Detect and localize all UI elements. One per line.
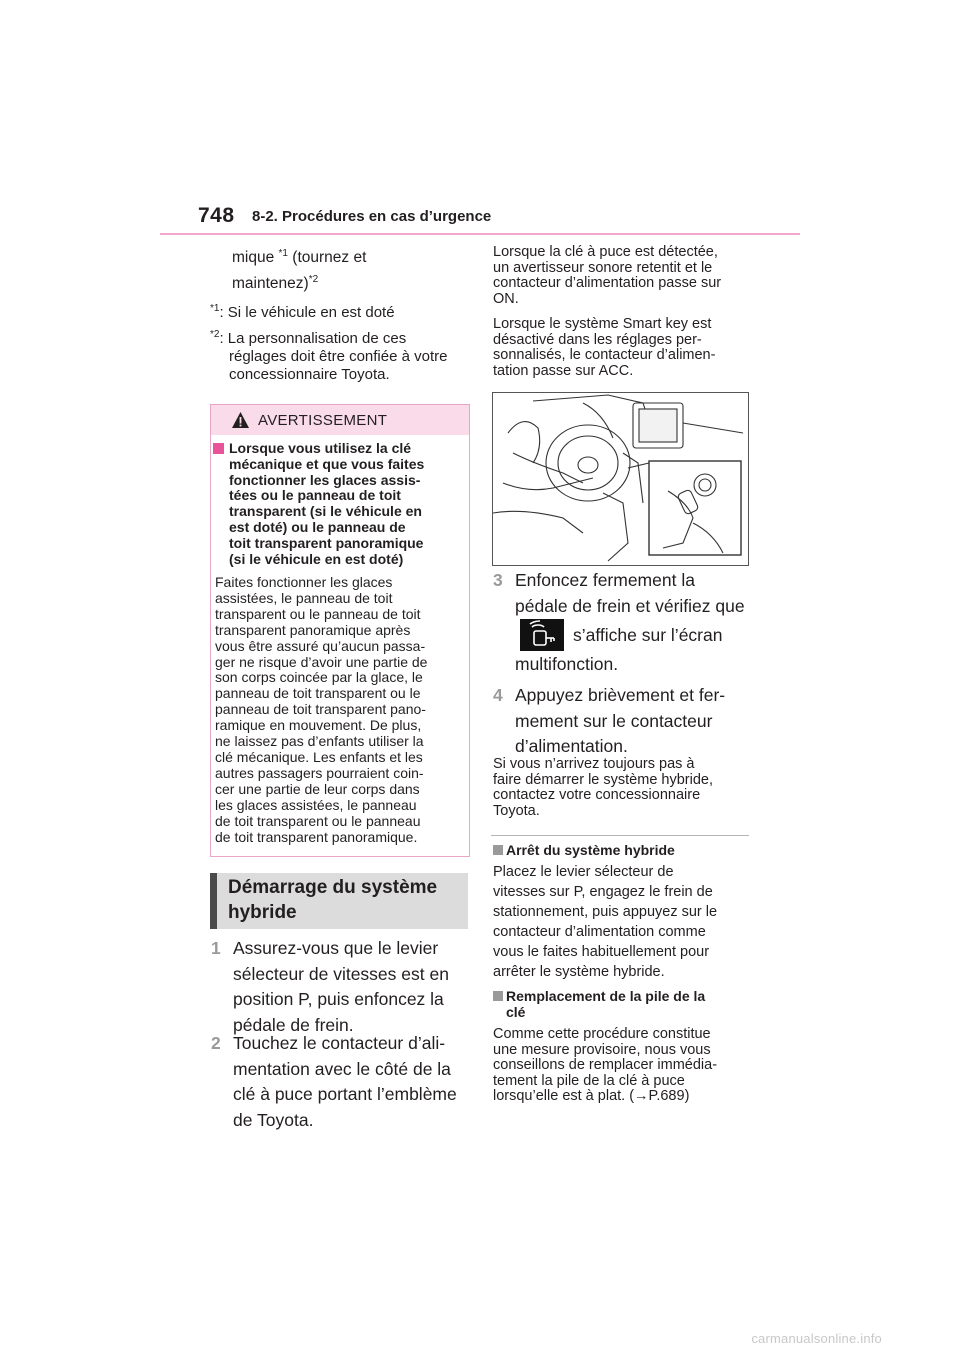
- warning-header: [211, 405, 469, 435]
- heading-line1: Démarrage du système: [228, 877, 438, 898]
- para-line: Lorsque la clé à puce est détectée,: [493, 244, 718, 260]
- footnote-2: [210, 330, 447, 384]
- warning-box: [210, 404, 470, 857]
- key-indicator-icon: [520, 619, 564, 651]
- fn1-text: : Si le véhicule en est doté: [219, 304, 395, 321]
- para-line: Lorsque le système Smart key est: [493, 316, 712, 332]
- para-line: Toyota.: [493, 802, 540, 819]
- para-line: Comme cette procédure constitue: [493, 1026, 711, 1042]
- para-line: stationnement, puis appuyez sur le: [493, 904, 718, 920]
- step-number: 2: [211, 1033, 221, 1053]
- cont-line1: mique: [232, 249, 279, 266]
- footnote-1: [210, 304, 395, 322]
- warn-sub-line: fonctionner les glaces assis-: [229, 471, 421, 488]
- warn-sub-line: tées ou le panneau de toit: [229, 487, 401, 504]
- para-line: désactivé dans les réglages per-: [493, 331, 702, 348]
- step-line: Assurez-vous que le levier: [233, 938, 439, 958]
- warn-body-line: autres passagers pourraient coin-: [215, 764, 424, 781]
- subheading-text: Arrêt du système hybride: [506, 842, 675, 858]
- warn-body-line: cer une partie de leur corps dans: [215, 780, 420, 797]
- page-number: 748: [198, 204, 235, 227]
- para-line: vitesses sur P, engagez le frein de: [493, 884, 713, 900]
- warn-sub-line: Lorsque vous utilisez la clé: [229, 440, 412, 456]
- section-title: 8-2. Procédures en cas d’urgence: [252, 208, 492, 225]
- header-rule: [160, 233, 800, 235]
- para-line: tation passe sur ACC.: [493, 362, 634, 379]
- warn-body-line: panneau de toit transparent pano-: [215, 701, 426, 718]
- paragraph-contact: [493, 757, 758, 819]
- subheading-battery: [493, 989, 705, 1020]
- step-line: pédale de frein.: [233, 1014, 354, 1035]
- step-line: Appuyez brièvement et fer-: [515, 685, 726, 705]
- section-heading-box: [210, 873, 468, 929]
- warn-body-line: assistées, le panneau de toit: [215, 589, 393, 606]
- warn-sub-line: transparent (si le véhicule en: [229, 503, 422, 520]
- subheading-stop-hybrid: [493, 843, 675, 859]
- step-line: clé à puce portant l’emblème: [233, 1084, 457, 1105]
- fn2-line2: réglages doit être confiée à votre: [229, 348, 448, 365]
- square-bullet-icon: [493, 991, 503, 1001]
- warn-body-line: vous être assuré qu’aucun passa-: [215, 637, 426, 654]
- step-4: [493, 683, 755, 761]
- step-number: 3: [493, 570, 503, 590]
- para-line: faire démarrer le système hybride,: [493, 771, 713, 788]
- step-line: Touchez le contacteur d’ali-: [233, 1033, 446, 1053]
- fn2-line3: concessionnaire Toyota.: [229, 366, 390, 383]
- para-line: ON.: [493, 290, 519, 307]
- driver-illustration: [493, 393, 748, 565]
- warn-sub-line: mécanique et que vous faites: [229, 455, 425, 472]
- para-line: vous le faites habituellement pour: [493, 944, 710, 960]
- paragraph-stop-hybrid: [493, 862, 717, 982]
- warning-subheading: [213, 441, 463, 567]
- step-2: [211, 1031, 471, 1135]
- step-line: pédale de frein et vérifiez que: [515, 595, 745, 616]
- para-line: contacteur d’alimentation passe sur: [493, 275, 722, 291]
- step-line: mement sur le contacteur: [515, 710, 713, 731]
- warn-sub-line: toit transparent panoramique: [229, 534, 424, 551]
- step-1: [211, 936, 471, 1040]
- para-line: contactez votre concessionnaire: [493, 787, 701, 803]
- para-line: conseillons de remplacer immédia-: [493, 1057, 718, 1073]
- step-line: sélecteur de vitesses est en: [233, 963, 449, 984]
- warn-body-line: les glaces assistées, le panneau: [215, 796, 417, 813]
- step-line: d’alimentation.: [515, 736, 628, 757]
- warn-sub-line: est doté) ou le panneau de: [229, 518, 406, 535]
- warn-body-line: clé mécanique. Les enfants et les: [215, 748, 423, 765]
- step-number: 4: [493, 685, 503, 705]
- warn-body-line: panneau de toit transparent ou le: [215, 685, 421, 702]
- fn2-line1: : La personnalisation de ces: [219, 330, 407, 347]
- warn-body-line: son corps coincée par la glace, le: [215, 669, 423, 686]
- step-line: Enfoncez fermement la: [515, 570, 695, 590]
- para-line: un avertisseur sonore retentit et le: [493, 259, 713, 276]
- para-line: une mesure provisoire, nous vous: [493, 1041, 711, 1058]
- warn-body-line: ger ne risque d’avoir une partie de: [215, 653, 428, 670]
- warn-sub-line: (si le véhicule en est doté): [229, 550, 404, 567]
- para-line: sonnalisés, le contacteur d’alimen-: [493, 347, 716, 363]
- warning-body: [215, 575, 465, 845]
- warn-body-line: Faites fonctionner les glaces: [215, 574, 393, 590]
- warn-body-line: ramique en mouvement. De plus,: [215, 717, 422, 734]
- para-line: tement la pile de la clé à puce: [493, 1072, 685, 1089]
- warn-body-line: ne laissez pas d’enfants utiliser la: [215, 733, 424, 750]
- square-bullet-icon: [493, 845, 503, 855]
- warning-title: AVERTISSEMENT: [258, 412, 388, 429]
- paragraph-detect: [493, 245, 758, 307]
- step-line: mentation avec le côté de la: [233, 1058, 451, 1079]
- cont-line1b: (tournez et: [287, 249, 367, 266]
- fn2-mark: *2: [210, 329, 220, 340]
- para-line: Placez le levier sélecteur de: [493, 864, 674, 880]
- step-line: s’affiche sur l’écran: [573, 625, 723, 645]
- paragraph-battery: [493, 1027, 717, 1105]
- heading-line2: hybride: [228, 902, 297, 923]
- fn1-mark: *1: [210, 303, 220, 314]
- warning-icon: [231, 411, 250, 429]
- para-line: lorsqu’elle est à plat. (→P.689): [493, 1088, 690, 1104]
- step-line: de Toyota.: [233, 1109, 314, 1130]
- cont-sup1: *1: [278, 247, 288, 259]
- illustration-driver-touching-key: [492, 392, 749, 566]
- subheading-text: clé: [506, 1003, 526, 1020]
- para-line: arrêter le système hybride.: [493, 964, 665, 980]
- cont-line2: maintenez): [232, 275, 309, 292]
- warn-body-line: transparent panoramique après: [215, 621, 411, 638]
- continued-text: [232, 245, 366, 297]
- para-line: contacteur d’alimentation comme: [493, 924, 706, 940]
- warn-body-line: de toit transparent panoramique.: [215, 828, 418, 845]
- subheading-text: Remplacement de la pile de la: [506, 988, 706, 1004]
- step-line: multifonction.: [515, 654, 619, 674]
- step-line: position P, puis enfoncez la: [233, 989, 444, 1010]
- warn-body-line: de toit transparent ou le panneau: [215, 812, 421, 829]
- divider: [491, 835, 749, 836]
- square-bullet-icon: [213, 443, 224, 454]
- paragraph-smartkey: [493, 317, 758, 379]
- watermark: carmanualsonline.info: [751, 1331, 882, 1346]
- cont-sup2: *2: [308, 273, 319, 285]
- section-heading: [228, 875, 437, 925]
- warn-body-line: transparent ou le panneau de toit: [215, 605, 421, 622]
- step-number: 1: [211, 938, 221, 958]
- para-line: Si vous n’arrivez toujours pas à: [493, 756, 695, 772]
